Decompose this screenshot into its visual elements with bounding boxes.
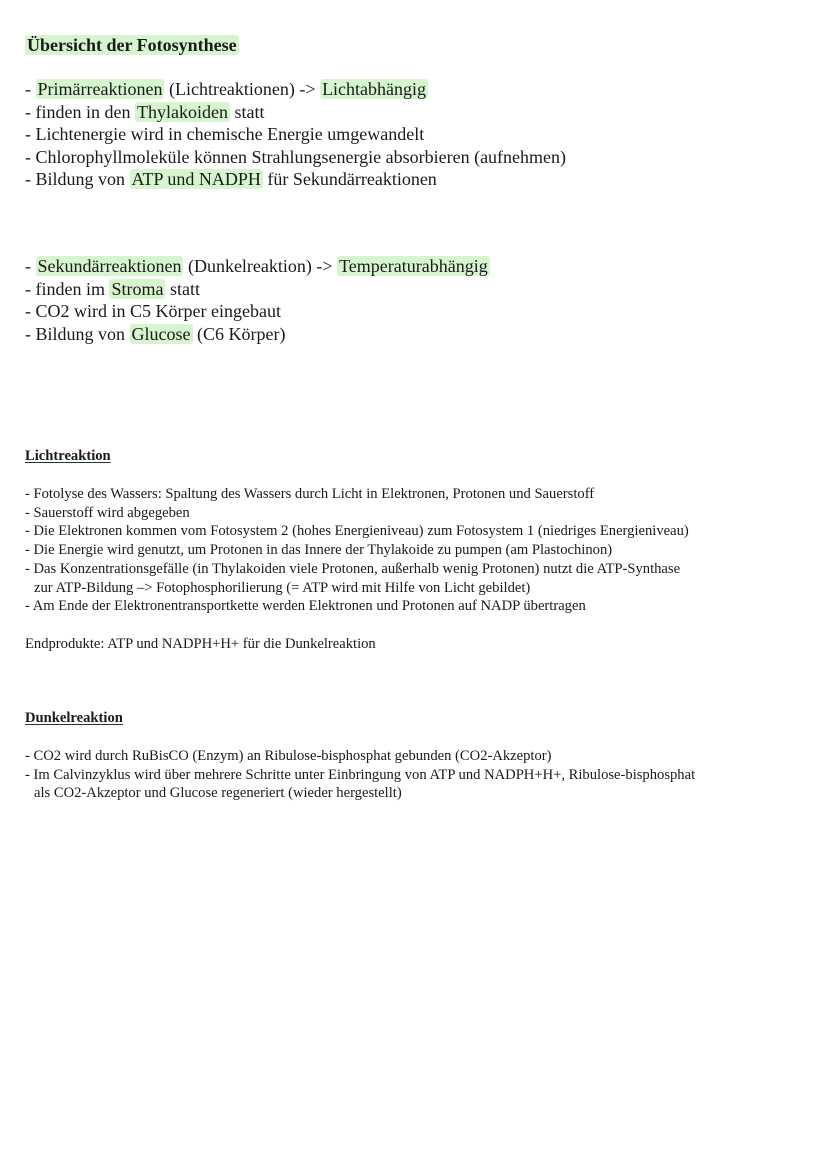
endprodukte-text: Endprodukte: ATP und NADPH+H+ für die Dunkelreaktion (25, 636, 376, 652)
list-item: - finden im Stroma statt (25, 278, 200, 299)
list-item: - Primärreaktionen (Lichtreaktionen) -> Lichtabhängig (25, 79, 427, 99)
dunkelreaktion-list (25, 747, 695, 803)
list-item: - Lichtenergie wird in chemische Energie umgewandelt (25, 124, 425, 144)
list-item: - CO2 wird in C5 Körper eingebaut (25, 301, 281, 321)
secondary-reactions-list (25, 255, 490, 345)
list-item: - Die Elektronen kommen vom Fotosystem 2 (hohes Energieniveau) zum Fotosystem 1 (niedriges Energieniveau) (25, 523, 689, 540)
list-item-continuation: als CO2-Akzeptor und Glucose regeneriert (wieder hergestellt) (34, 785, 402, 802)
list-item: - Am Ende der Elektronentransportkette werden Elektronen und Protonen auf NADP übertragen (25, 598, 586, 615)
list-item: - finden in den Thylakoiden statt (25, 101, 265, 122)
lichtreaktion-heading: Lichtreaktion (25, 448, 111, 464)
list-item: - Bildung von Glucose (C6 Körper) (25, 323, 286, 344)
list-item: - Chlorophyllmoleküle können Strahlungsenergie absorbieren (aufnehmen) (25, 146, 567, 167)
list-item: - Das Konzentrationsgefälle (in Thylakoiden viele Protonen, außerhalb wenig Protonen) nutzt die ATP-Synthase (25, 560, 681, 577)
list-item: - Sauerstoff wird abgegeben (25, 504, 190, 521)
list-item: - CO2 wird durch RuBisCO (Enzym) an Ribulose-bisphosphat gebunden (CO2-Akzeptor) (25, 748, 552, 764)
dunkelreaktion-heading: Dunkelreaktion (25, 710, 123, 726)
list-item: - Bildung von ATP und NADPH für Sekundärreaktionen (25, 169, 437, 189)
lichtreaktion-list (25, 485, 689, 616)
page-title: Übersicht der Fotosynthese (27, 35, 237, 55)
list-item-continuation: zur ATP-Bildung –> Fotophosphorilierung (= ATP wird mit Hilfe von Licht gebildet) (34, 579, 531, 596)
list-item: - Fotolyse des Wassers: Spaltung des Wassers durch Licht in Elektronen, Protonen und Sauerstoff (25, 486, 595, 502)
list-item: - Sekundärreaktionen (Dunkelreaktion) -> Temperaturabhängig (25, 256, 488, 276)
list-item: - Die Energie wird genutzt, um Protonen in das Innere der Thylakoide zu pumpen (am Plastochinon) (25, 542, 613, 559)
primary-reactions-list (25, 78, 566, 191)
list-item: - Im Calvinzyklus wird über mehrere Schritte unter Einbringung von ATP und NADPH+H+, Ribulose-bisphosphat (25, 766, 696, 783)
